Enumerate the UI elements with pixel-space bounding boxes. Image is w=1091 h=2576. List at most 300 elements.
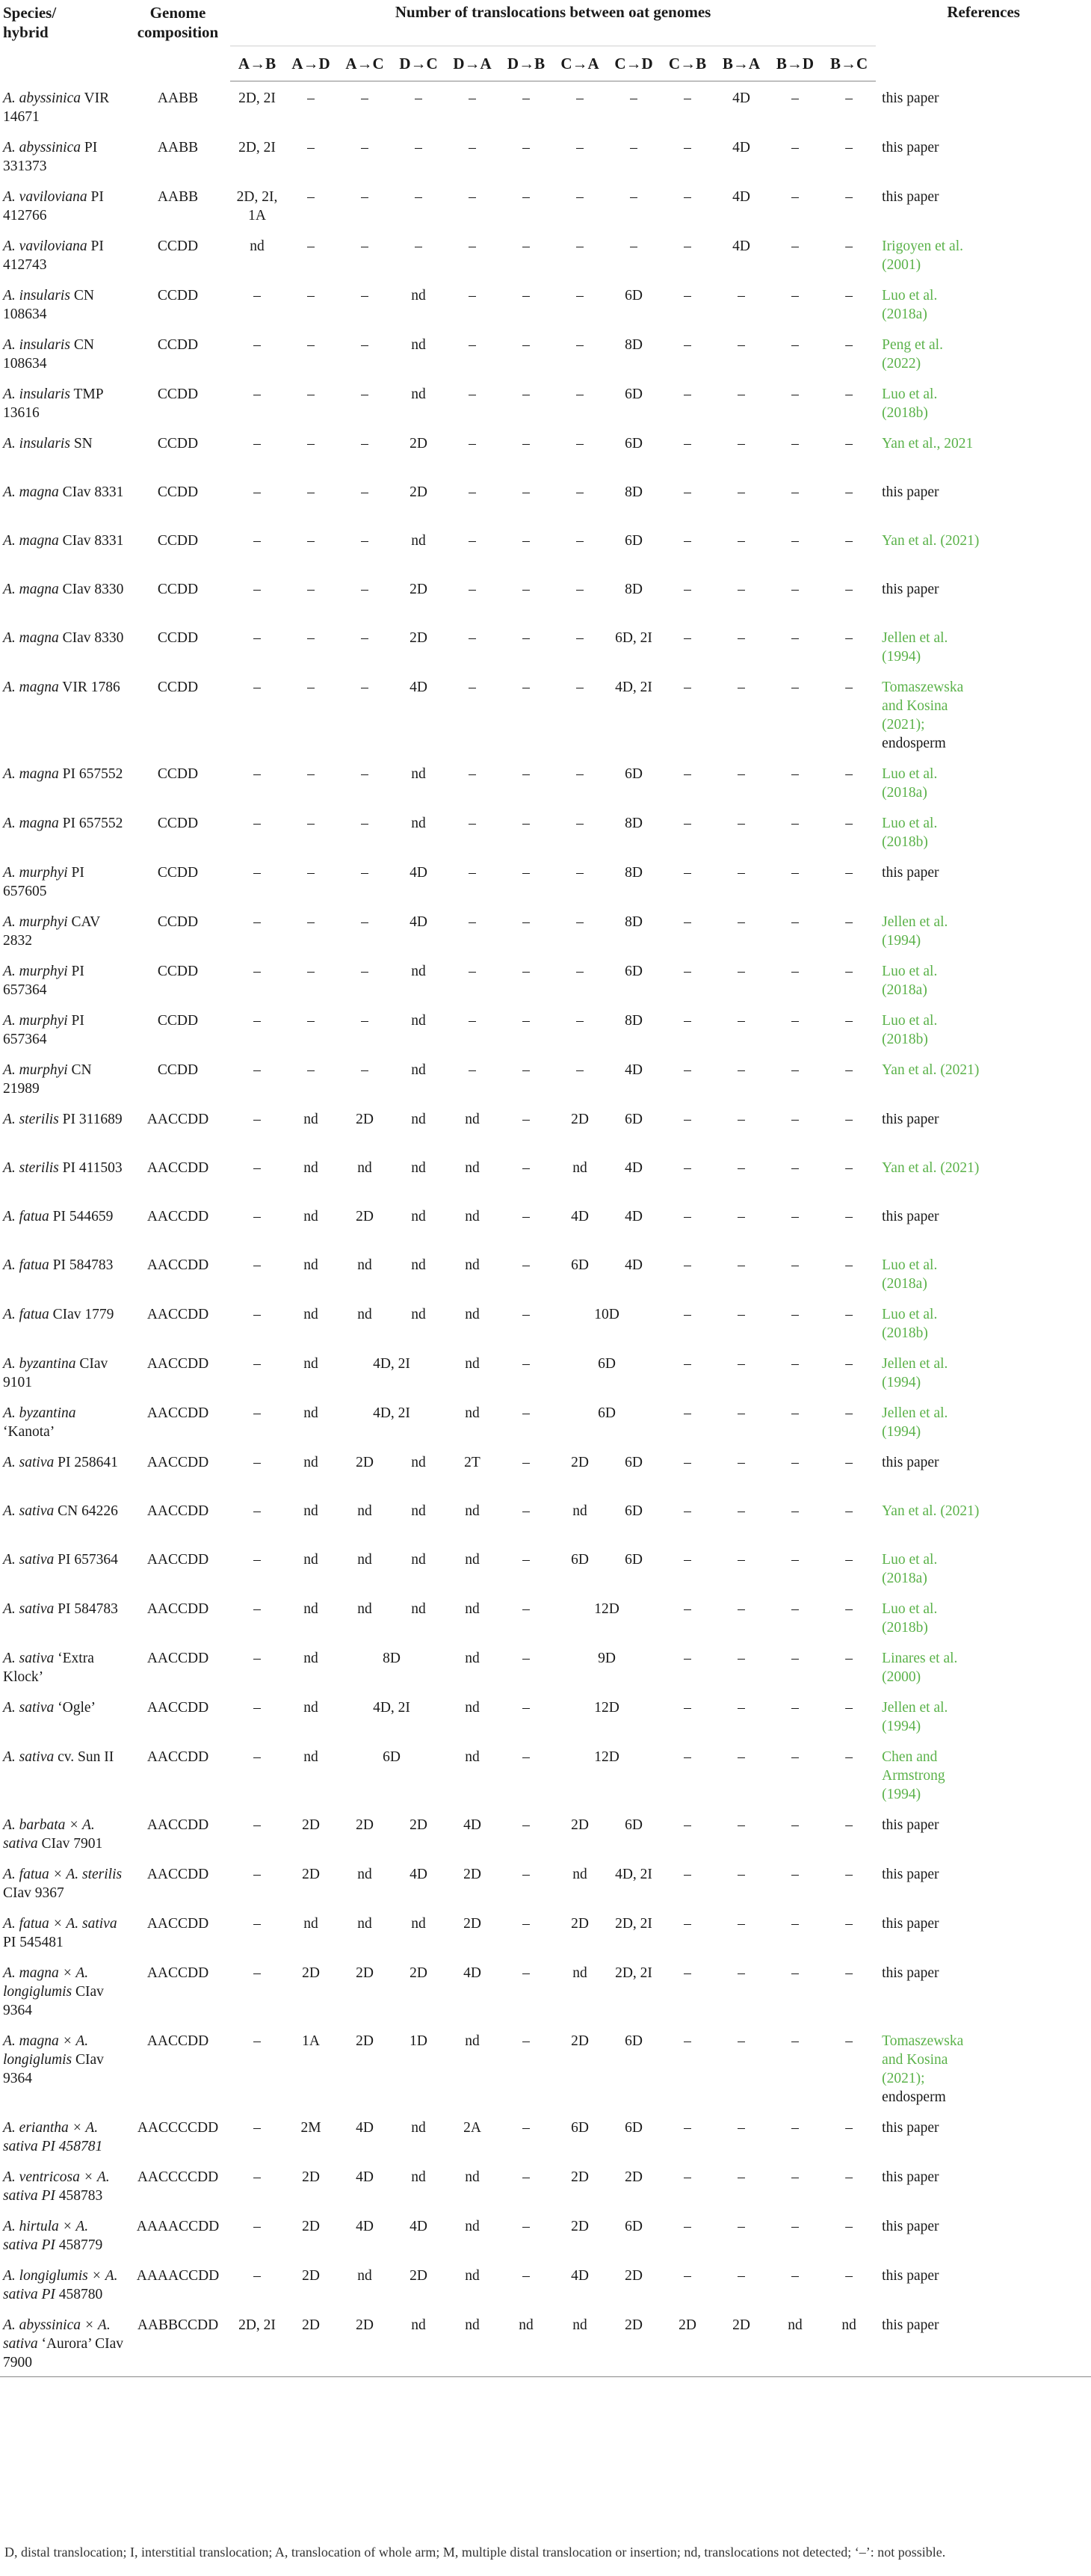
column-header: D→A (445, 46, 499, 81)
table-row (0, 671, 1091, 757)
reference-cell[interactable]: Yan et al. (2021) (882, 1159, 980, 1176)
translocation-cell: – (469, 629, 476, 646)
translocation-cell: – (845, 188, 853, 205)
translocation-cell: – (253, 1012, 261, 1029)
translocation-cell: – (522, 1061, 530, 1078)
translocation-cell: – (684, 1405, 691, 1421)
species-cell: A. fatua CIav 1779 (3, 1306, 114, 1322)
translocation-cell: nd (465, 2169, 480, 2185)
table-row (0, 2259, 1091, 2308)
translocation-cell: 2D (625, 2169, 643, 2185)
translocation-cell: nd (411, 1111, 426, 1127)
translocation-cell: – (253, 913, 261, 930)
reference-cell[interactable]: Jellen et al. (1994) (882, 1355, 948, 1390)
translocation-cell: nd (411, 1600, 426, 1617)
genome-cell: AAAACCDD (136, 2267, 220, 2284)
translocation-cell: 6D (625, 386, 643, 402)
translocation-cell: – (738, 386, 745, 402)
table-row (0, 1396, 1091, 1446)
reference-cell[interactable]: Luo et al. (2018b) (882, 1600, 938, 1636)
reference-cell[interactable]: Yan et al. (2021) (882, 532, 980, 549)
reference-cell[interactable]: Jellen et al. (1994) (882, 913, 948, 949)
genome-cell: CCDD (157, 386, 199, 402)
translocation-cell: – (738, 815, 745, 831)
translocation-cell: 2D (661, 2308, 714, 2377)
translocation-cell: – (522, 2119, 530, 2136)
translocation-cell: – (738, 1817, 745, 1833)
table-row (0, 1740, 1091, 1808)
translocation-cell: – (576, 188, 584, 205)
translocation-cell: 2D (409, 1817, 427, 1833)
translocation-cell: 2D (302, 1817, 320, 1833)
translocation-cell: nd (357, 2267, 372, 2284)
translocation-cell: – (845, 815, 853, 831)
translocation-cell: – (791, 1208, 799, 1224)
reference-cell: this paper (882, 2218, 939, 2234)
reference-cell[interactable]: Luo et al. (2018b) (882, 815, 938, 850)
translocation-cell: – (361, 435, 368, 452)
translocation-cell: 2D (409, 435, 427, 452)
translocation-cell: 4D (625, 1257, 643, 1273)
translocation-cell: – (684, 139, 691, 155)
translocation-cell: – (307, 913, 315, 930)
translocation-cell: 8D (625, 913, 643, 930)
translocation-cell: – (522, 2033, 530, 2049)
translocation-cell: – (845, 1748, 853, 1765)
translocation-cell: – (791, 2267, 799, 2284)
translocation-cell: – (253, 963, 261, 979)
reference-cell[interactable]: Tomaszewska and Kosina (2021); endosperm (882, 679, 964, 751)
translocation-cell: – (253, 1159, 261, 1176)
translocation-cell: – (522, 765, 530, 782)
translocation-cell: – (307, 532, 315, 549)
translocation-cell: – (738, 581, 745, 597)
translocation-cell: – (253, 1650, 261, 1666)
table-row (0, 378, 1091, 427)
translocation-cell: 1A (302, 2033, 320, 2049)
translocation-cell: – (684, 864, 691, 881)
reference-cell[interactable]: Yan et al. (2021) (882, 1061, 980, 1078)
translocation-cell: – (469, 386, 476, 402)
translocation-cell: – (791, 765, 799, 782)
translocation-cell: 4D (571, 2267, 589, 2284)
translocation-cell: – (684, 815, 691, 831)
translocation-cell: – (845, 1355, 853, 1372)
translocation-cell: – (469, 139, 476, 155)
reference-cell[interactable]: Luo et al. (2018a) (882, 963, 938, 998)
translocation-cell: – (684, 1208, 691, 1224)
translocation-cell: – (522, 1111, 530, 1127)
translocation-cell: – (253, 435, 261, 452)
translocation-cell: – (738, 1012, 745, 1029)
translocation-cell: – (845, 765, 853, 782)
translocation-cell: – (791, 2033, 799, 2049)
translocation-cell: – (253, 1454, 261, 1470)
translocation-cell: – (522, 484, 530, 500)
translocation-cell: – (253, 864, 261, 881)
species-cell: A. insularis SN (3, 435, 93, 452)
translocation-cell: – (845, 1159, 853, 1176)
translocation-cell: – (522, 1012, 530, 1029)
translocation-cell: 2D, 2I, 1A (236, 188, 278, 224)
translocation-cell: – (361, 90, 368, 106)
translocation-cell: 6D (625, 2033, 643, 2049)
translocation-cell: nd (357, 1257, 372, 1273)
translocation-cell: 2D (302, 1965, 320, 1981)
table-footnote: D, distal translocation; I, interstitial translocation; A, translocation of whole arm; M, multiple distal translocation or insertion; nd, translocations not detected; ‘–’: not possible. (4, 2545, 946, 2560)
translocation-cell: – (361, 188, 368, 205)
translocation-cell: – (845, 1306, 853, 1322)
genome-cell: CCDD (157, 581, 199, 597)
table-row (0, 1642, 1091, 1691)
genome-cell: AACCDD (146, 1208, 209, 1224)
genome-cell: AACCDD (146, 1306, 209, 1322)
translocation-cell: nd (303, 1454, 318, 1470)
translocation-cell: – (791, 386, 799, 402)
translocation-cell: – (522, 1405, 530, 1421)
translocation-cell: 6D (383, 1748, 401, 1765)
table-row (0, 2024, 1091, 2111)
translocation-cell: – (845, 629, 853, 646)
translocation-cell: nd (499, 2308, 553, 2377)
reference-cell[interactable]: Chen and Armstrong (1994) (882, 1748, 945, 1802)
translocation-cell: 2D (302, 2267, 320, 2284)
genome-cell: AACCDD (146, 1159, 209, 1176)
translocation-cell: 2D (463, 1915, 481, 1932)
table-row (0, 955, 1091, 1004)
translocation-cell: – (845, 2033, 853, 2049)
species-cell: A. vaviloviana PI 412766 (3, 188, 104, 224)
translocation-cell: 4D, 2I (615, 679, 652, 695)
genome-cell: AACCCCDD (137, 2119, 219, 2136)
translocation-cell: 6D (598, 1405, 616, 1421)
translocation-cell: – (522, 963, 530, 979)
genome-cell: AACCDD (146, 1748, 209, 1765)
translocation-cell: 4D (732, 139, 750, 155)
genome-cell: CCDD (157, 864, 199, 881)
translocation-cell: – (791, 2169, 799, 2185)
translocation-cell: 6D (571, 1257, 589, 1273)
reference-cell[interactable]: Tomaszewska and Kosina (2021); endosperm (882, 2033, 964, 2105)
reference-cell[interactable]: Jellen et al. (1994) (882, 1405, 948, 1440)
translocation-cell: – (253, 1699, 261, 1716)
translocation-cell: nd (357, 1503, 372, 1519)
translocation-cell: – (845, 1650, 853, 1666)
translocation-cell: – (253, 2119, 261, 2136)
reference-cell[interactable]: Luo et al. (2018a) (882, 287, 938, 322)
species-cell: A. sativa PI 584783 (3, 1600, 118, 1617)
translocation-cell: – (791, 188, 799, 205)
translocations-group-header: Number of translocations between oat genomes (230, 0, 876, 46)
translocation-cell: – (684, 238, 691, 254)
translocation-cell: – (576, 287, 584, 303)
genome-cell: AACCDD (146, 1257, 209, 1273)
translocation-cell: – (845, 581, 853, 597)
reference-cell[interactable]: Luo et al. (2018b) (882, 1012, 938, 1047)
species-cell: A. murphyi CAV 2832 (3, 913, 100, 949)
translocation-cell: – (738, 2119, 745, 2136)
translocation-cell: 12D (594, 1699, 619, 1716)
translocation-cell: – (307, 765, 315, 782)
translocation-cell: – (684, 913, 691, 930)
reference-cell[interactable]: Irigoyen et al. (2001) (882, 238, 964, 273)
translocation-cell: – (738, 963, 745, 979)
reference-cell[interactable]: Yan et al. (2021) (882, 1503, 980, 1519)
translocation-cell: – (253, 532, 261, 549)
reference-cell[interactable]: Peng et al. (2022) (882, 336, 943, 372)
table-row (0, 1592, 1091, 1642)
reference-cell[interactable]: Luo et al. (2018a) (882, 1551, 938, 1586)
translocation-cell: – (738, 1257, 745, 1273)
translocation-cell: – (307, 435, 315, 452)
translocation-cell: 4D, 2I (373, 1699, 410, 1716)
translocation-cell: – (576, 913, 584, 930)
reference-cell[interactable]: Luo et al. (2018b) (882, 386, 938, 421)
translocation-cell: 10D (594, 1306, 619, 1322)
column-header: B→C (822, 46, 876, 81)
translocation-cell: 6D (625, 2119, 643, 2136)
translocation-cell: – (791, 336, 799, 353)
table-row (0, 807, 1091, 856)
translocation-cell: – (684, 1551, 691, 1568)
species-cell: A. abyssinica VIR 14671 (3, 90, 110, 125)
species-cell: A. murphyi PI 657605 (3, 864, 84, 899)
species-cell: A. magna PI 657552 (3, 765, 123, 782)
translocation-cell: – (361, 765, 368, 782)
translocation-cell: – (791, 679, 799, 695)
translocation-cell: – (845, 435, 853, 452)
table-row (0, 905, 1091, 955)
translocation-cell: – (684, 679, 691, 695)
translocation-cell: – (469, 90, 476, 106)
translocation-cell: 8D (625, 581, 643, 597)
translocation-cell: 2D (409, 484, 427, 500)
translocation-cell: – (522, 2218, 530, 2234)
translocation-cell: – (361, 139, 368, 155)
genome-cell: AACCDD (146, 1817, 209, 1833)
translocation-cell: – (469, 815, 476, 831)
translocation-cell: – (469, 188, 476, 205)
translocation-cell: – (738, 336, 745, 353)
reference-cell[interactable]: Jellen et al. (1994) (882, 629, 948, 665)
translocation-cell: – (361, 581, 368, 597)
translocation-cell: – (845, 1012, 853, 1029)
translocation-cell: 4D (409, 679, 427, 695)
translocation-cell: – (845, 1551, 853, 1568)
translocation-cell: – (576, 815, 584, 831)
reference-cell[interactable]: Luo et al. (2018b) (882, 1306, 938, 1341)
translocation-cell: – (253, 1551, 261, 1568)
column-header: C→D (607, 46, 661, 81)
translocation-cell: – (522, 1551, 530, 1568)
genome-cell: CCDD (157, 679, 199, 695)
translocation-cell: – (630, 188, 637, 205)
translocation-cell: – (738, 629, 745, 646)
translocation-cell: – (576, 1012, 584, 1029)
translocation-cell: – (738, 2033, 745, 2049)
translocation-cell: – (845, 1699, 853, 1716)
table-row (0, 1053, 1091, 1103)
translocation-cell: – (522, 139, 530, 155)
translocation-cell: – (738, 1061, 745, 1078)
translocation-cell: 4D (625, 1159, 643, 1176)
translocation-cell: – (253, 1600, 261, 1617)
genome-cell: AACCDD (146, 1699, 209, 1716)
table-row (0, 2160, 1091, 2210)
translocation-cell: nd (303, 1650, 318, 1666)
translocation-cell: nd (411, 2119, 426, 2136)
translocation-cell: – (684, 386, 691, 402)
genome-cell: CCDD (157, 238, 199, 254)
translocation-cell: nd (465, 2218, 480, 2234)
translocation-cell: 4D (571, 1208, 589, 1224)
translocation-cell: – (253, 1111, 261, 1127)
genome-cell: CCDD (157, 484, 199, 500)
translocation-cell: – (307, 815, 315, 831)
translocation-cell: nd (411, 1061, 426, 1078)
translocation-cell: 4D (732, 90, 750, 106)
translocation-cell: 2D, 2I (230, 2308, 284, 2377)
species-cell: A. magna × A. longiglumis CIav 9364 (3, 1965, 104, 2018)
translocation-cell: – (307, 90, 315, 106)
species-cell: A. sativa PI 657364 (3, 1551, 118, 1568)
translocation-cell: nd (768, 2308, 822, 2377)
translocation-cell: – (469, 238, 476, 254)
translocation-cell: nd (303, 1503, 318, 1519)
translocation-cell: – (630, 139, 637, 155)
translocation-cell: – (253, 1503, 261, 1519)
translocation-cell: – (684, 435, 691, 452)
translocation-cell: – (522, 2169, 530, 2185)
genome-cell: AACCDD (146, 1355, 209, 1372)
translocation-cell: – (684, 963, 691, 979)
genome-cell: AACCDD (146, 1650, 209, 1666)
translocation-cell: – (845, 679, 853, 695)
translocation-cell: – (576, 484, 584, 500)
translocation-cell: nd (303, 1915, 318, 1932)
translocation-cell: – (469, 287, 476, 303)
translocation-cell: nd (572, 1965, 587, 1981)
translocation-cell: 4D (463, 1817, 481, 1833)
translocation-cell: – (845, 1965, 853, 1981)
reference-cell[interactable]: Luo et al. (2018a) (882, 1257, 938, 1292)
translocation-cell: – (576, 1061, 584, 1078)
reference-cell[interactable]: Linares et al. (2000) (882, 1650, 958, 1685)
translocation-cell: nd (465, 1257, 480, 1273)
reference-cell: this paper (882, 2169, 939, 2185)
translocation-cell: 2D (302, 2169, 320, 2185)
translocation-cell: – (253, 1748, 261, 1765)
translocation-cell: nd (357, 1159, 372, 1176)
translocation-cell: – (253, 484, 261, 500)
translocation-cell: – (845, 1111, 853, 1127)
translocation-cell: – (684, 1866, 691, 1882)
translocation-cell: – (522, 1208, 530, 1224)
translocation-cell: 2D (409, 2267, 427, 2284)
translocation-cell: 8D (625, 815, 643, 831)
reference-cell: this paper (882, 2119, 939, 2136)
translocation-cell: – (845, 1061, 853, 1078)
translocation-cell: nd (445, 2308, 499, 2377)
translocation-cell: – (684, 1111, 691, 1127)
translocation-cell: 4D (409, 2218, 427, 2234)
translocation-cell: – (738, 532, 745, 549)
translocation-cell: nd (303, 1257, 318, 1273)
translocation-cell: – (576, 864, 584, 881)
species-cell: A. murphyi PI 657364 (3, 963, 84, 998)
species-cell: A. fatua × A. sterilis CIav 9367 (3, 1866, 123, 1901)
translocation-cell: 4D (732, 238, 750, 254)
reference-cell: this paper (882, 1454, 939, 1470)
translocation-cell: – (469, 336, 476, 353)
translocation-cell: – (576, 90, 584, 106)
translocation-cell: – (738, 1159, 745, 1176)
translocation-cell: 4D (409, 913, 427, 930)
translocation-cell: – (253, 1915, 261, 1932)
translocation-cell: – (791, 1551, 799, 1568)
translocation-cell: – (361, 336, 368, 353)
translocation-cell: nd (411, 963, 426, 979)
translocation-cell: – (307, 581, 315, 597)
genome-cell: AACCDD (146, 1111, 209, 1127)
translocation-cell: – (307, 679, 315, 695)
reference-cell[interactable]: Luo et al. (2018a) (882, 765, 938, 801)
translocation-cell: – (361, 287, 368, 303)
translocation-cell: – (738, 1503, 745, 1519)
species-cell: A. byzantina ‘Kanota’ (3, 1405, 76, 1440)
translocation-cell: – (522, 1817, 530, 1833)
translocation-cell: nd (411, 1454, 426, 1470)
translocation-cell: – (738, 287, 745, 303)
translocation-cell: nd (357, 1600, 372, 1617)
translocation-cell: – (791, 1650, 799, 1666)
translocation-cell: – (684, 1257, 691, 1273)
translocation-cell: – (791, 2119, 799, 2136)
species-cell: A. magna PI 657552 (3, 815, 123, 831)
translocation-cell: 6D (625, 2218, 643, 2234)
translocation-cell: – (522, 581, 530, 597)
translocation-cell: 4D (625, 1061, 643, 1078)
species-cell: A. sativa ‘Ogle’ (3, 1699, 96, 1716)
table-row (0, 524, 1091, 573)
translocation-cell: – (415, 238, 422, 254)
reference-cell: this paper (882, 2267, 939, 2284)
species-cell: A. magna CIav 8331 (3, 484, 124, 500)
translocation-cell: 2D (571, 1915, 589, 1932)
translocation-cell: – (522, 1355, 530, 1372)
translocation-cell: 6D (598, 1355, 616, 1372)
translocation-cell: – (576, 336, 584, 353)
translocation-cell: – (845, 1454, 853, 1470)
reference-cell: this paper (882, 581, 939, 597)
genome-cell: AABB (157, 188, 199, 205)
translocation-cell: – (522, 1454, 530, 1470)
translocation-cell: nd (465, 1159, 480, 1176)
table-row (0, 131, 1091, 180)
reference-cell[interactable]: Jellen et al. (1994) (882, 1699, 948, 1734)
translocation-cell: 2D (302, 1866, 320, 1882)
translocation-cell: – (845, 238, 853, 254)
translocation-cell: – (684, 1012, 691, 1029)
translocation-cell: – (738, 765, 745, 782)
reference-cell[interactable]: Yan et al., 2021 (882, 435, 974, 452)
table-row (0, 180, 1091, 229)
species-cell: A. magna × A. longiglumis CIav 9364 (3, 2033, 104, 2086)
table-row (0, 1103, 1091, 1151)
translocation-cell: – (522, 90, 530, 106)
translocation-cell: 8D (625, 484, 643, 500)
translocation-cell: – (361, 679, 368, 695)
